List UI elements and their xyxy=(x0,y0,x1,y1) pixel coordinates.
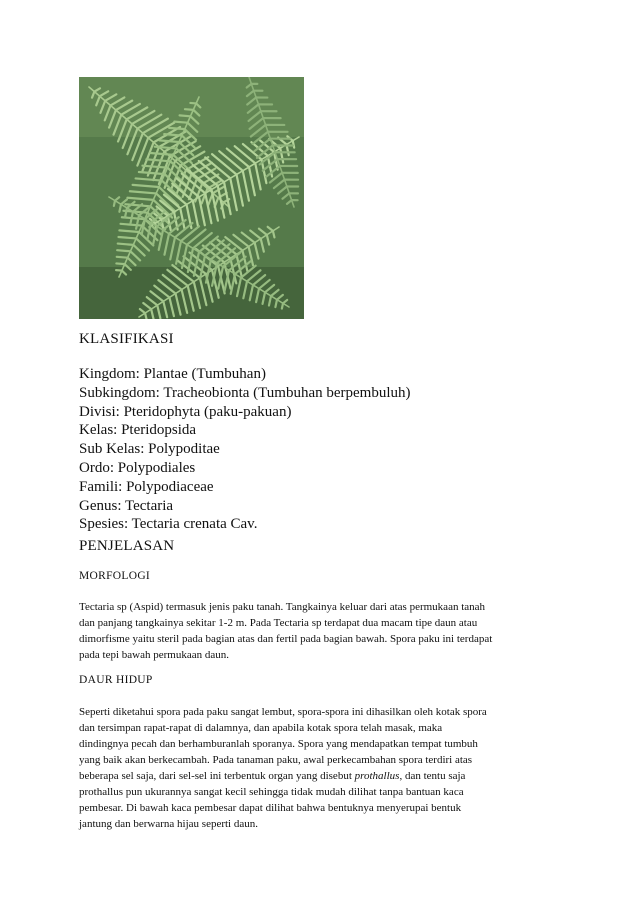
fern-photo xyxy=(79,77,304,319)
klasifikasi-list xyxy=(79,365,411,534)
morfologi-paragraph xyxy=(79,599,559,663)
morfologi-line: pada tepi bawah permukaan daun. xyxy=(79,649,229,661)
famili-line: Famili: Polypodiaceae xyxy=(79,478,214,495)
daur-hidup-line xyxy=(79,768,559,784)
daur-hidup-text: , dan tentu saja xyxy=(399,770,466,782)
daur-hidup-text: beberapa sel saja, dari sel-sel ini terbentuk organ yang disebut xyxy=(79,770,352,782)
daur-hidup-line: jantung dan berwarna hijau seperti daun. xyxy=(79,818,258,830)
daur-hidup-line: yang baik akan berkecambah. Pada tanaman paku, awal perkecambahan spora terdiri atas xyxy=(79,754,473,766)
morfologi-line: dimorfisme yaitu steril pada bagian atas dan fertil pada bagian bawah. Spora paku ini terdapat xyxy=(79,633,493,645)
daur-hidup-line: dan tersimpan rapat-rapat di dalamnya, dan apabila kotak spora telah masak, maka xyxy=(79,722,443,734)
daur-hidup-line: prothallus pun ukurannya sangat kecil sehingga tidak mudah dilihat tanpa bantuan kaca xyxy=(79,786,464,798)
spesies-line: Spesies: Tectaria crenata Cav. xyxy=(79,516,258,533)
fern-illustration xyxy=(79,77,304,319)
daur-hidup-paragraph xyxy=(79,704,559,832)
daur-hidup-line: Seperti diketahui spora pada paku sangat lembut, spora-spora ini dihasilkan oleh kotak spora xyxy=(79,706,487,718)
genus-line: Genus: Tectaria xyxy=(79,497,174,514)
prothallus-term: prothallus xyxy=(354,770,400,782)
divisi-line: Divisi: Pteridophyta (paku-pakuan) xyxy=(79,403,292,420)
penjelasan-heading: PENJELASAN xyxy=(79,538,175,554)
klasifikasi-heading: KLASIFIKASI xyxy=(79,331,174,347)
kingdom-line: Kingdom: Plantae (Tumbuhan) xyxy=(79,366,266,382)
daur-hidup-line: dindingnya pecah dan berhamburanlah sporanya. Spora yang mendapatkan tempat tumbuh xyxy=(79,738,478,750)
daur-hidup-line: pembesar. Di bawah kaca pembesar dapat dilihat bahwa bentuknya menyerupai bentuk xyxy=(79,802,462,814)
ordo-line: Ordo: Polypodiales xyxy=(79,459,196,476)
morfologi-line: Tectaria sp (Aspid) termasuk jenis paku tanah. Tangkainya keluar dari atas permukaan tanah xyxy=(79,601,486,613)
morfologi-line: dan panjang tangkainya sekitar 1-2 m. Pada Tectaria sp terdapat dua macam tipe daun atau xyxy=(79,617,478,629)
subkelas-line: Sub Kelas: Polypoditae xyxy=(79,441,220,458)
morfologi-heading: MORFOLOGI xyxy=(79,570,151,582)
daur-hidup-heading: DAUR HIDUP xyxy=(79,674,153,686)
subkingdom-line: Subkingdom: Tracheobionta (Tumbuhan berpembuluh) xyxy=(79,384,411,401)
kelas-line: Kelas: Pteridopsida xyxy=(79,422,197,439)
